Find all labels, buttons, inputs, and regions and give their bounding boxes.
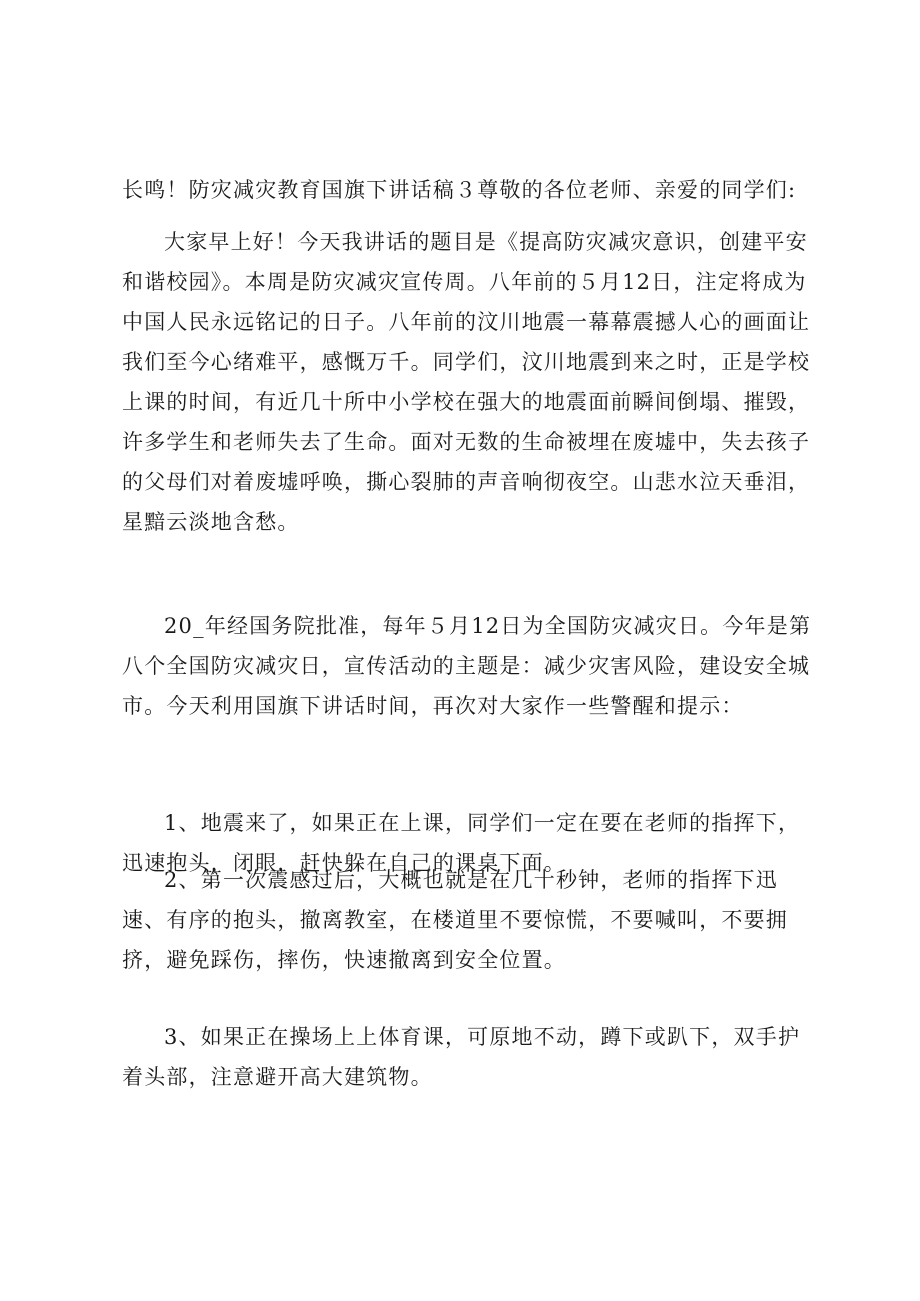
paragraph-tip-1: 1、地震来了，如果正在上课，同学们一定在要在老师的指挥下，迅速抱头，闭眼，赶快躲在自己的课桌下面。 xyxy=(122,811,801,875)
paragraph-tip-2: 2、第一次震感过后，大概也就是在几十秒钟，老师的指挥下迅速、有序的抱头，撤离教室，在楼道里不要惊慌，不要喊叫，不要拥挤，避免踩伤，摔伤，快速撤离到安全位置。 xyxy=(122,868,788,972)
paragraph-greeting: 大家早上好！今天我讲话的题目是《提高防灾减灾意识，创建平安和谐校园》。本周是防灾减灾宣传周。八年前的５月12日，注定将成为中国人民永远铭记的日子。八年前的汶川地震一幕幕震撼人心的画面让我们至今心绪难平，感慨万千。同学们，汶川地震到来之时，正是学校上课的时间，有近几十所中小学校在强大的地震面前瞬间倒塌、摧毁，许多学生和老师失去了生命。面对无数的生命被埋在废墟中，失去孩子的父母们对着废墟呼唤，撕心裂肺的声音响彻夜空。山悲水泣天垂泪，星黯云淡地含愁。 xyxy=(122,230,811,534)
heading-line: 长鸣！防灾减灾教育国旗下讲话稿３尊敬的各位老师、亲爱的同学们: xyxy=(122,178,797,202)
paragraph-tip-3: 3、如果正在操场上上体育课，可原地不动，蹲下或趴下，双手护着头部，注意避开高大建筑物。 xyxy=(122,1025,801,1089)
paragraph-disaster-day: 20_年经国务院批准，每年５月12日为全国防灾减灾日。今年是第八个全国防灾减灾日，宣传活动的主题是：减少灾害风险，建设安全城市。今天利用国旗下讲话时间，再次对大家作一些警醒和提示： xyxy=(122,614,812,718)
